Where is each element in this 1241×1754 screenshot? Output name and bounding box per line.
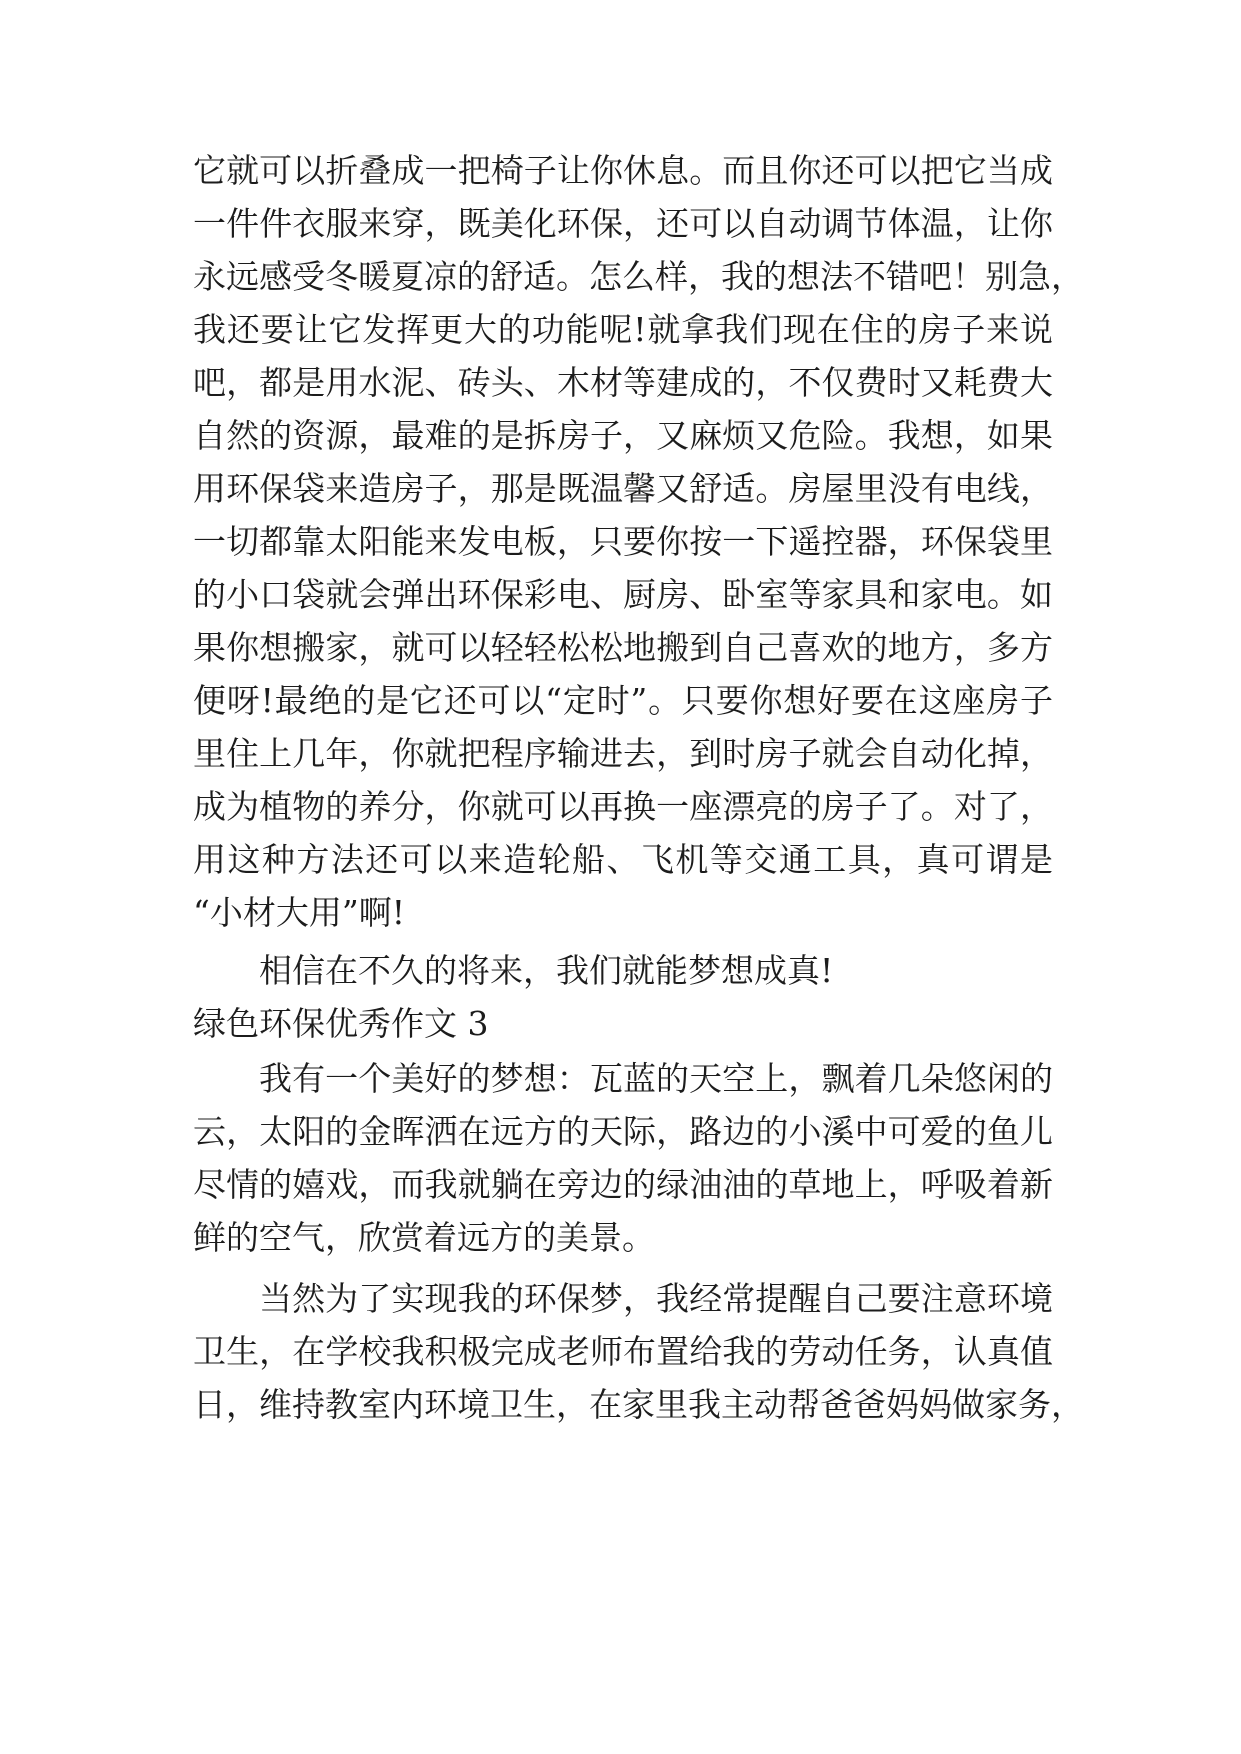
paragraph-line: 便呀!最绝的是它还可以“定时”。只要你想好要在这座房子 <box>193 681 1053 720</box>
paragraph-line: 永远感受冬暖夏凉的舒适。怎么样，我的想法不错吧！别急， <box>193 257 1084 296</box>
paragraph-line: 当然为了实现我的环保梦，我经常提醒自己要注意环境 <box>259 1279 1053 1318</box>
paragraph-line: 一件件衣服来穿，既美化环保，还可以自动调节体温，让你 <box>193 204 1053 243</box>
paragraph-line: 一切都靠太阳能来发电板，只要你按一下遥控器，环保袋里 <box>193 522 1053 561</box>
paragraph-line: 自然的资源，最难的是拆房子，又麻烦又危险。我想，如果 <box>193 416 1053 455</box>
paragraph-line: “小材大用”啊! <box>193 893 406 932</box>
paragraph-line: 吧，都是用水泥、砖头、木材等建成的，不仅费时又耗费大 <box>193 363 1053 402</box>
paragraph-line: 尽情的嬉戏，而我就躺在旁边的绿油油的草地上，呼吸着新 <box>193 1165 1053 1204</box>
paragraph-line: 相信在不久的将来，我们就能梦想成真! <box>259 951 834 990</box>
paragraph-line: 果你想搬家，就可以轻轻松松地搬到自己喜欢的地方，多方 <box>193 628 1053 667</box>
paragraph-line: 的小口袋就会弹出环保彩电、厨房、卧室等家具和家电。如 <box>193 575 1053 614</box>
paragraph-line: 成为植物的养分，你就可以再换一座漂亮的房子了。对了， <box>193 787 1053 826</box>
paragraph-line: 卫生，在学校我积极完成老师布置给我的劳动任务，认真值 <box>193 1332 1053 1371</box>
paragraph-line: 日，维持教室内环境卫生，在家里我主动帮爸爸妈妈做家务， <box>193 1385 1084 1424</box>
paragraph-line: 它就可以折叠成一把椅子让你休息。而且你还可以把它当成 <box>193 151 1053 190</box>
paragraph-line: 鲜的空气，欣赏着远方的美景。 <box>193 1218 655 1257</box>
paragraph-line: 用环保袋来造房子，那是既温馨又舒适。房屋里没有电线， <box>193 469 1053 508</box>
paragraph-line: 里住上几年，你就把程序输进去，到时房子就会自动化掉， <box>193 734 1053 773</box>
paragraph-line: 云，太阳的金晖洒在远方的天际，路边的小溪中可爱的鱼儿 <box>193 1112 1053 1151</box>
paragraph-line: 我还要让它发挥更大的功能呢!就拿我们现在住的房子来说 <box>193 310 1053 349</box>
paragraph-line: 我有一个美好的梦想：瓦蓝的天空上，飘着几朵悠闲的 <box>259 1059 1053 1098</box>
paragraph-line: 用这种方法还可以来造轮船、飞机等交通工具，真可谓是 <box>193 840 1053 879</box>
section-heading: 绿色环保优秀作文 3 <box>193 1004 489 1043</box>
